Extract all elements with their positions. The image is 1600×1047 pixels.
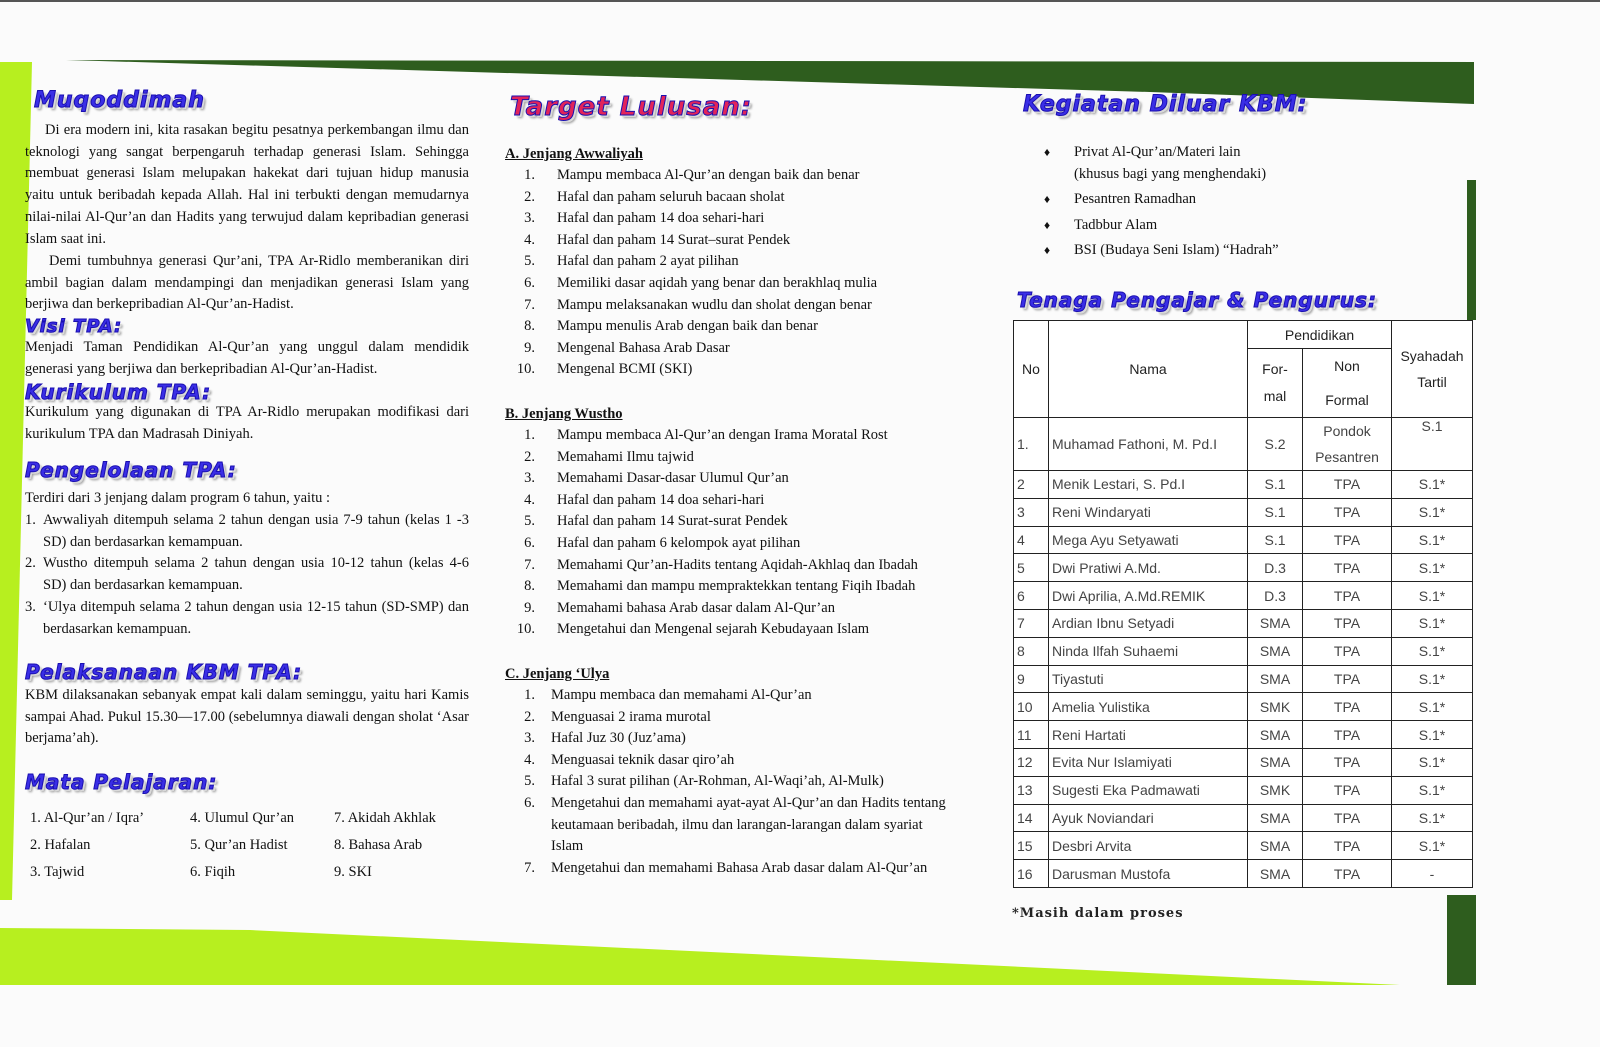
cell-no: 15: [1014, 832, 1049, 860]
table-row: [1014, 804, 1473, 832]
subject-item: 6. Fiqih: [190, 864, 236, 880]
cell-syahadah: S.1*: [1392, 748, 1473, 776]
cell-no: 12: [1014, 748, 1049, 776]
subject-item: 3. Tajwid: [30, 864, 85, 880]
cell-no: 13: [1014, 776, 1049, 804]
cell-no: 10: [1014, 693, 1049, 721]
cell-syahadah: S.1*: [1392, 526, 1473, 554]
list-item: ♦ Tadbbur Alam: [1042, 215, 1282, 237]
cell-nama: Menik Lestari, S. Pd.I: [1049, 471, 1248, 499]
cell-syahadah: S.1*: [1392, 804, 1473, 832]
kegiatan-heading: Kegiatan Diluar KBM:: [1023, 92, 1308, 117]
subject-item: 5. Qur’an Hadist: [190, 837, 288, 853]
list-item: 3. Hafal dan paham 14 doa sehari-hari: [524, 210, 765, 227]
cell-nama: Darusman Mustofa: [1049, 860, 1248, 888]
list-item: 3. Hafal Juz 30 (Juz’ama): [524, 730, 686, 747]
cell-nonformal: TPA: [1303, 637, 1392, 665]
cell-formal: S.2: [1248, 418, 1303, 471]
cell-nama: Amelia Yulistika: [1049, 693, 1248, 721]
header-formal: For- mal: [1248, 349, 1303, 418]
list-item: 6. Mengetahui dan memahami ayat-ayat Al-Qur’an dan Hadits tentang keutamaan beribadah, ilmu dan larangan-larangan dalam syariat Islam: [524, 794, 946, 855]
jenjang-wustho-title: B. Jenjang Wustho: [505, 406, 623, 422]
table-row: [1014, 637, 1473, 665]
cell-formal: S.1: [1248, 526, 1303, 554]
cell-nonformal: TPA: [1303, 471, 1392, 499]
cell-nama: Desbri Arvita: [1049, 832, 1248, 860]
cell-formal: SMA: [1248, 637, 1303, 665]
jenjang-ulya-title: C. Jenjang ‘Ulya: [505, 666, 610, 682]
cell-formal: SMA: [1248, 804, 1303, 832]
list-item: 4. Menguasai teknik dasar qiro’ah: [524, 751, 735, 768]
cell-formal: SMK: [1248, 693, 1303, 721]
pelaksanaan-heading: Pelaksanaan KBM TPA:: [25, 660, 303, 684]
subject-item: 1. Al-Qur’an / Iqra’: [30, 810, 145, 826]
cell-nonformal: TPA: [1303, 776, 1392, 804]
cell-no: 6: [1014, 582, 1049, 610]
cell-formal: SMA: [1248, 748, 1303, 776]
list-item: 10. Mengetahui dan Mengenal sejarah Kebudayaan Islam: [516, 621, 870, 638]
subject-item: 4. Ulumul Qur’an: [190, 810, 295, 826]
diamond-bullet-icon: ♦: [1044, 217, 1051, 232]
cell-nama: Ardian Ibnu Setyadi: [1049, 609, 1248, 637]
list-item: 2. Memahami Ilmu tajwid: [524, 448, 694, 465]
cell-syahadah: S.1*: [1392, 665, 1473, 693]
cell-formal: SMA: [1248, 832, 1303, 860]
list-item: 8. Mampu menulis Arab dengan baik dan benar: [524, 318, 818, 335]
table-row: [1014, 665, 1473, 693]
muqoddimah-paragraph-2: Demi tumbuhnya generasi Qur’ani, TPA Ar-Ridlo memberanikan diri ambil bagian dalam mendampingi dan menjadikan generasi Islam yang berjiwa dan berkepribadian Al-Qur’an-Hadist.: [25, 253, 469, 313]
cell-syahadah: S.1*: [1392, 693, 1473, 721]
list-item: ♦ Pesantren Ramadhan: [1042, 189, 1282, 211]
list-item: 2. Wustho ditempuh selama 2 tahun dengan usia 10-12 tahun (kelas 4-6 SD) dan berdasarkan kemampuan.: [25, 555, 469, 594]
staff-table-body: [1014, 418, 1473, 888]
cell-nama: Ayuk Noviandari: [1049, 804, 1248, 832]
diamond-bullet-icon: ♦: [1044, 145, 1051, 159]
muqoddimah-paragraph-1: Di era modern ini, kita rasakan begitu pesatnya perkembangan ilmu dan teknologi yang sangat berpengaruh terhadap generasi Islam. Sehingga membuat generasi Islam melupakan hakekat dari tujuan hidup manusia yaitu untuk beribadah kepada Allah. Hal ini terbukti dengan memudarnya nilai-nilai Al-Qur’an dan Hadits yang terwujud dalam kepribadian generasi Islam saat ini.: [25, 122, 469, 247]
visi-heading: Visi TPA:: [25, 316, 123, 337]
table-row: [1014, 776, 1473, 804]
staff-table: [1013, 320, 1473, 888]
list-item: 3. Memahami Dasar-dasar Ulumul Qur’an: [524, 470, 789, 487]
list-item: 9. Mengenal Bahasa Arab Dasar: [524, 339, 730, 356]
cell-syahadah: S.1*: [1392, 609, 1473, 637]
cell-nonformal: TPA: [1303, 609, 1392, 637]
cell-syahadah: S.1*: [1392, 498, 1473, 526]
table-row: [1014, 693, 1473, 721]
cell-syahadah: S.1*: [1392, 776, 1473, 804]
header-nama: Nama: [1049, 321, 1248, 418]
kurikulum-text: Kurikulum yang digunakan di TPA Ar-Ridlo merupakan modifikasi dari kurikulum TPA dan Madrasah Diniyah.: [25, 404, 469, 442]
lime-bottom-band: [0, 928, 1400, 985]
diamond-bullet-icon: ♦: [1044, 192, 1051, 207]
table-row: [1014, 526, 1473, 554]
header-no: No: [1014, 321, 1049, 418]
table-row: [1014, 832, 1473, 860]
cell-no: 11: [1014, 721, 1049, 749]
cell-nonformal: TPA: [1303, 665, 1392, 693]
cell-syahadah: S.1*: [1392, 832, 1473, 860]
list-item: ♦ BSI (Budaya Seni Islam) “Hadrah”: [1042, 240, 1282, 262]
table-row: [1014, 418, 1473, 471]
cell-nonformal: TPA: [1303, 554, 1392, 582]
cell-nonformal: TPA: [1303, 860, 1392, 888]
cell-formal: S.1: [1248, 498, 1303, 526]
wustho-list: [505, 425, 955, 641]
cell-nonformal: TPA: [1303, 582, 1392, 610]
cell-formal: SMA: [1248, 860, 1303, 888]
list-item: 3. ‘Ulya ditempuh selama 2 tahun dengan usia 12-15 tahun (SD-SMP) dan berdasarkan kemampuan.: [25, 598, 469, 637]
cell-nama: Reni Windaryati: [1049, 498, 1248, 526]
cell-syahadah: -: [1392, 860, 1473, 888]
cell-nama: Evita Nur Islamiyati: [1049, 748, 1248, 776]
table-row: [1014, 748, 1473, 776]
cell-nonformal: TPA: [1303, 526, 1392, 554]
cell-formal: S.1: [1248, 471, 1303, 499]
cell-nama: Ninda Ilfah Suhaemi: [1049, 637, 1248, 665]
subject-item: 7. Akidah Akhlak: [334, 810, 436, 826]
cell-no: 7: [1014, 609, 1049, 637]
kegiatan-list: [1042, 142, 1282, 266]
ulya-list: [505, 685, 965, 879]
list-item: 2. Menguasai 2 irama murotal: [524, 708, 711, 725]
cell-nonformal: TPA: [1303, 832, 1392, 860]
cell-nama: Sugesti Eka Padmawati: [1049, 776, 1248, 804]
cell-no: 14: [1014, 804, 1049, 832]
list-item: 5. Hafal dan paham 14 Surat-surat Pendek: [524, 513, 788, 530]
cell-no: 2: [1014, 471, 1049, 499]
table-row: [1014, 554, 1473, 582]
cell-nama: Mega Ayu Setyawati: [1049, 526, 1248, 554]
pengelolaan-list: [25, 510, 469, 640]
list-item: 7. Mengetahui dan memahami Bahasa Arab dasar dalam Al-Qur’an: [524, 859, 928, 876]
cell-nama: Muhamad Fathoni, M. Pd.I: [1049, 418, 1248, 471]
cell-syahadah: S.1: [1392, 418, 1473, 471]
muqoddimah-heading: Muqoddimah: [34, 88, 205, 113]
cell-no: 16: [1014, 860, 1049, 888]
list-item: 1. Mampu membaca Al-Qur’an dengan Irama Moratal Rost: [524, 427, 888, 443]
cell-no: 5: [1014, 554, 1049, 582]
cell-nama: Tiyastuti: [1049, 665, 1248, 693]
cell-nonformal: TPA: [1303, 693, 1392, 721]
list-item: 8. Memahami dan mampu mempraktekkan tentang Fiqih Ibadah: [524, 578, 916, 595]
dark-green-right-band-upper: [1467, 180, 1476, 320]
table-row: [1014, 582, 1473, 610]
cell-nonformal: Pondok Pesantren: [1303, 418, 1392, 471]
table-row: [1014, 498, 1473, 526]
cell-formal: D.3: [1248, 554, 1303, 582]
list-item: 4. Hafal dan paham 14 doa sehari-hari: [524, 491, 765, 508]
list-item: 1. Awwaliyah ditempuh selama 2 tahun dengan usia 7-9 tahun (kelas 1 -3 SD) dan berdasarkan kemampuan.: [25, 512, 469, 550]
cell-formal: SMA: [1248, 665, 1303, 693]
tenaga-pengajar-heading: Tenaga Pengajar & Pengurus:: [1017, 288, 1377, 312]
subject-item: 9. SKI: [334, 864, 372, 880]
cell-syahadah: S.1*: [1392, 582, 1473, 610]
list-item: 2. Hafal dan paham seluruh bacaan sholat: [524, 188, 785, 205]
cell-no: 4: [1014, 526, 1049, 554]
list-item: 4. Hafal dan paham 14 Surat–surat Pendek: [524, 231, 791, 248]
cell-syahadah: S.1*: [1392, 554, 1473, 582]
table-row: [1014, 721, 1473, 749]
cell-nonformal: TPA: [1303, 498, 1392, 526]
visi-text: Menjadi Taman Pendidikan Al-Qur’an yang unggul dalam mendidik generasi yang berjiwa dan berkepribadian Al-Qur’an-Hadist.: [25, 339, 469, 377]
dark-green-right-band-lower: [1447, 895, 1476, 985]
jenjang-awwaliyah-title: A. Jenjang Awwaliyah: [505, 146, 643, 162]
cell-formal: SMA: [1248, 609, 1303, 637]
list-item: 7. Memahami Qur’an-Hadits tentang Aqidah-Akhlaq dan Ibadah: [524, 556, 918, 573]
awwaliyah-list: [505, 165, 955, 381]
mata-pelajaran-heading: Mata Pelajaran:: [25, 770, 218, 794]
cell-formal: SMA: [1248, 721, 1303, 749]
pelaksanaan-text: KBM dilaksanakan sebanyak empat kali dalam seminggu, yaitu hari Kamis sampai Ahad. Pukul 15.30—17.00 (sebelumnya diawali dengan sholat ‘Asar berjama’ah).: [25, 687, 469, 747]
cell-formal: SMK: [1248, 776, 1303, 804]
table-row: [1014, 471, 1473, 499]
table-row: [1014, 609, 1473, 637]
mata-pelajaran-list: [30, 810, 470, 890]
cell-nama: Reni Hartati: [1049, 721, 1248, 749]
cell-syahadah: S.1*: [1392, 721, 1473, 749]
target-lulusan-heading: Target Lulusan:: [510, 92, 753, 122]
pengelolaan-heading: Pengelolaan TPA:: [25, 458, 237, 482]
diamond-bullet-icon: ♦: [1044, 243, 1051, 258]
list-item: 10. Mengenal BCMI (SKI): [516, 361, 693, 378]
table-row: [1014, 860, 1473, 888]
cell-syahadah: S.1*: [1392, 471, 1473, 499]
cell-nama: Dwi Aprilia, A.Md.REMIK: [1049, 582, 1248, 610]
list-item: 1. Mampu membaca dan memahami Al-Qur’an: [524, 687, 812, 703]
cell-nama: Dwi Pratiwi A.Md.: [1049, 554, 1248, 582]
list-item: 5. Hafal dan paham 2 ayat pilihan: [524, 253, 739, 270]
cell-no: 9: [1014, 665, 1049, 693]
list-item: 9. Memahami bahasa Arab dasar dalam Al-Qur’an: [524, 599, 835, 616]
list-item: 6. Memiliki dasar aqidah yang benar dan berakhlaq mulia: [524, 274, 878, 291]
list-item: 5. Hafal 3 surat pilihan (Ar-Rohman, Al-Waqi’ah, Al-Mulk): [524, 773, 884, 790]
list-item: ♦ Privat Al-Qur’an/Materi lain (khusus bagi yang menghendaki): [1042, 142, 1282, 185]
footnote: *Masih dalam proses: [1012, 906, 1184, 921]
list-item: 6. Hafal dan paham 6 kelompok ayat pilihan: [524, 534, 801, 551]
kurikulum-heading: Kurikulum TPA:: [25, 380, 212, 404]
pengelolaan-intro: Terdiri dari 3 jenjang dalam program 6 tahun, yaitu :: [25, 490, 331, 506]
header-syahadah: Syahadah Tartil: [1392, 321, 1473, 418]
list-item: 7. Mampu melaksanakan wudlu dan sholat dengan benar: [524, 296, 872, 313]
subject-item: 2. Hafalan: [30, 837, 91, 853]
cell-nonformal: TPA: [1303, 748, 1392, 776]
cell-no: 1.: [1014, 418, 1049, 471]
cell-nonformal: TPA: [1303, 721, 1392, 749]
cell-no: 3: [1014, 498, 1049, 526]
list-item: 1. Mampu membaca Al-Qur’an dengan baik dan benar: [524, 167, 860, 183]
cell-no: 8: [1014, 637, 1049, 665]
cell-formal: D.3: [1248, 582, 1303, 610]
page-top-border: [0, 0, 1600, 2]
header-pendidikan: Pendidikan: [1248, 321, 1392, 349]
cell-syahadah: S.1*: [1392, 637, 1473, 665]
subject-item: 8. Bahasa Arab: [334, 837, 423, 853]
header-nonformal: Non Formal: [1303, 349, 1392, 418]
cell-nonformal: TPA: [1303, 804, 1392, 832]
